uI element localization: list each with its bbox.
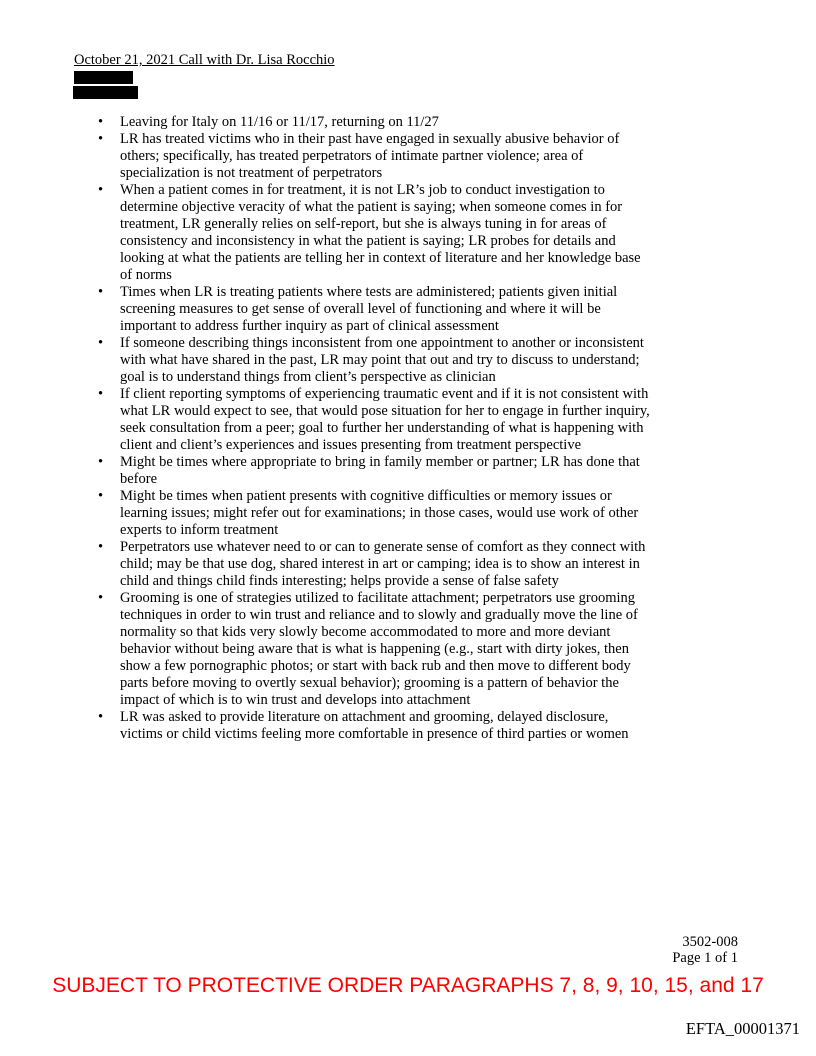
note-item-treatment-veracity: • When a patient comes in for treatment, it is not LR’s job to conduct investigation to determine objective veracity of what the patient is saying; when someone comes in for treatment, LR generally relies on self-report, but she is always tuning in for areas of consistency and inconsistency in what the patient is saying; LR probes for details and looking at what the patients are telling her in context of literature and her knowledge base of norms bbox=[96, 182, 652, 284]
footer-page-info bbox=[672, 934, 738, 966]
note-item-perpetrator-comfort: • Perpetrators use whatever need to or can to generate sense of comfort as they connect with child; may be that use dog, shared interest in art or camping; idea is to show an interest in child and things child finds interesting; helps provide a sense of false safety bbox=[96, 539, 652, 590]
note-item-tests-administered: • Times when LR is treating patients where tests are administered; patients given initial screening measures to get sense of overall level of functioning and where it will be important to address further inquiry as part of clinical assessment bbox=[96, 284, 652, 335]
note-item-inconsistent-reports: • If someone describing things inconsistent from one appointment to another or inconsistent with what have shared in the past, LR may point that out and try to discuss to understand; goal is to understand things from client’s perspective as clinician bbox=[96, 335, 652, 386]
note-item-literature-request: • LR was asked to provide literature on attachment and grooming, delayed disclosure, victims or child victims feeling more comfortable in presence of third parties or women bbox=[96, 709, 652, 743]
redaction-bar-2 bbox=[73, 86, 138, 99]
note-item-cognitive-difficulties: • Might be times when patient presents with cognitive difficulties or memory issues or learning issues; might refer out for examinations; in those cases, would use work of other experts to inform treatment bbox=[96, 488, 652, 539]
note-item-treated-victims: • LR has treated victims who in their past have engaged in sexually abusive behavior of others; specifically, has treated perpetrators of intimate partner violence; area of specialization is not treatment of perpetrators bbox=[96, 131, 652, 182]
protective-order-notice: SUBJECT TO PROTECTIVE ORDER PARAGRAPHS 7, 8, 9, 10, 15, and 17 bbox=[52, 974, 764, 997]
exhibit-number: 3502-008 bbox=[682, 934, 738, 950]
document-title: October 21, 2021 Call with Dr. Lisa Rocchio bbox=[74, 52, 335, 68]
note-item-travel: • Leaving for Italy on 11/16 or 11/17, returning on 11/27 bbox=[96, 114, 652, 131]
note-item-family-member: • Might be times where appropriate to bring in family member or partner; LR has done that before bbox=[96, 454, 652, 488]
note-item-trauma-symptoms: • If client reporting symptoms of experiencing traumatic event and if it is not consistent with what LR would expect to see, that would pose situation for her to engage in further inquiry, seek consultation from a peer; goal to further her understanding of what is happening with client and client’s experiences and issues presenting from treatment perspective bbox=[96, 386, 652, 454]
notes-bullet-list bbox=[96, 114, 652, 743]
bates-number: EFTA_00001371 bbox=[685, 1019, 800, 1038]
redaction-bar-1 bbox=[74, 71, 133, 84]
page-number-label: Page 1 of 1 bbox=[672, 950, 738, 966]
note-item-grooming: • Grooming is one of strategies utilized to facilitate attachment; perpetrators use grooming techniques in order to win trust and reliance and to slowly and gradually move the line of normality so that kids very slowly become accommodated to more and more deviant behavior without being aware that is what is happening (e.g., start with dirty jokes, then show a few pornographic photos; or start with back rub and then move to different body parts before moving to overtly sexual behavior); grooming is a pattern of behavior the impact of which is to win trust and develops into attachment bbox=[96, 590, 652, 709]
